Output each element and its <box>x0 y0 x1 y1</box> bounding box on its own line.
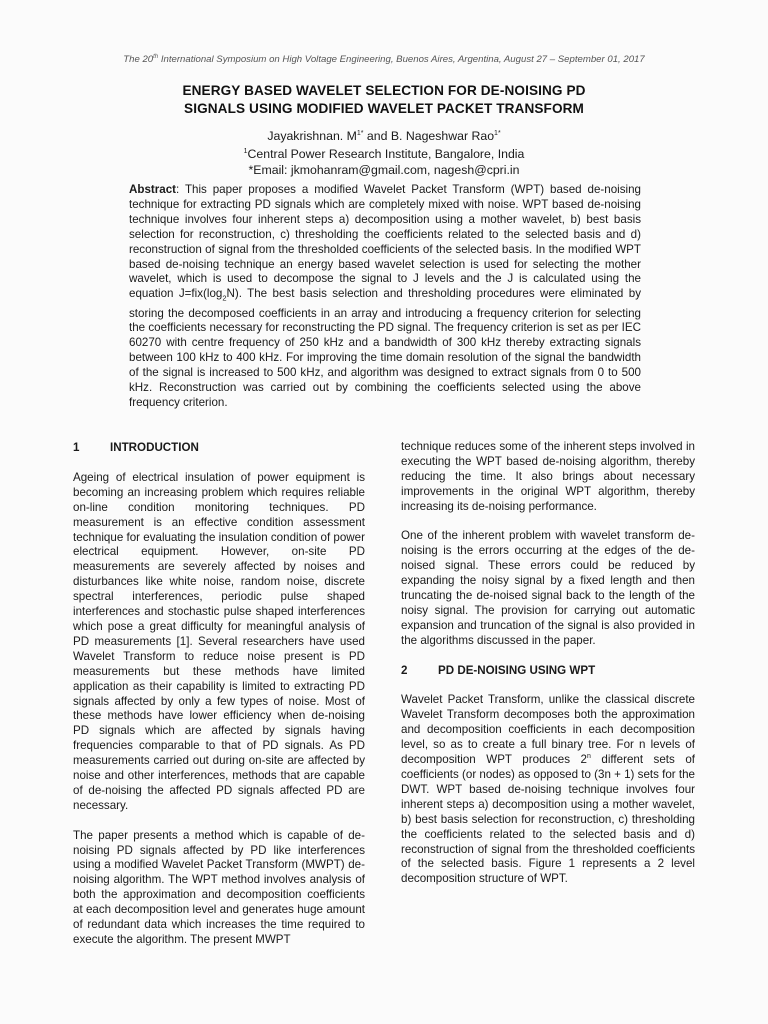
conference-ordinal-sup: th <box>153 54 159 60</box>
intro-paragraph-3: technique reduces some of the inherent steps involved in executing the WPT based de-noising algorithm, thereby reducing the time. It also brings about necessary improvements in the original WPT algorithm, thereby increasing its de-noising performance. <box>401 440 695 513</box>
left-column <box>73 441 365 948</box>
abstract-label: Abstract <box>129 183 177 196</box>
author-2-sup: 1* <box>494 130 501 137</box>
affiliation-text: Central Power Research Institute, Bangalore, India <box>247 147 525 162</box>
title-line-1: ENERGY BASED WAVELET SELECTION FOR DE-NOISING PD <box>182 83 586 98</box>
author-names <box>60 126 708 144</box>
paper-title <box>60 82 708 117</box>
intro-paragraph-2: The paper presents a method which is capable of de-noising PD signals affected by PD like interferences using a modified Wavelet Packet Transform (MWPT) de-noising algorithm. The WPT method involves analysis of both the approximation and decomposition coefficients at each decomposition level and generates huge amount of redundant data which increases the time required to execute the algorithm. The present MWPT <box>73 828 365 946</box>
abstract-text-1: : This paper proposes a modified Wavelet Packet Transform (WPT) based de-noising technique for extracting PD signals which are completely mixed with noise. WPT based de-noising technique involves four inherent steps a) decomposition using a mother wavelet, b) best basis selection for reconstruction, c) thresholding the coefficients related to the selected basis and d) reconstruction of signal from the thresholded coefficients of the selected basis. In the modified WPT based de-noising technique an energy based wavelet selection is used for selecting the mother wavelet, which is used to decompose the signal to J levels and the J is calculated using the equation J=fix(log <box>129 183 641 301</box>
wpt-paragraph <box>401 693 695 887</box>
author-1: Jayakrishnan. M <box>267 129 357 144</box>
affiliation-sup: 1 <box>243 148 248 156</box>
conference-suffix: International Symposium on High Voltage Engineering, Buenos Aires, Argentina, August 27 – September 01, 2017 <box>158 54 645 66</box>
title-line-2: SIGNALS USING MODIFIED WAVELET PACKET TRANSFORM <box>184 100 584 116</box>
abstract <box>129 183 641 411</box>
conference-prefix: The 20 <box>123 54 154 66</box>
section-title: PD DE-NOISING USING WPT <box>438 663 596 677</box>
abstract-sub: 2 <box>222 293 227 303</box>
intro-paragraph-4: One of the inherent problem with wavelet transform de-noising is the errors occurring at the edges of the de-noised signal. These errors could be reduced by expanding the noisy signal by a fixed length and then truncating the de-noised signal back to the length of the noisy signal. The provision for carrying out automatic expansion and truncation of the signal is also provided in the algorithms discussed in the paper. <box>401 529 695 647</box>
wpt-text-2: different sets of coefficients (or nodes) as opposed to (3n + 1) sets for the DWT. WPT based de-noising technique involves four inherent steps a) decomposition using a mother wavelet, b) best basis selection for reconstruction, c) thresholding the coefficients related to the selected basis and d) reconstruction of signal from the thresholded coefficients of the selected basis. Figure 1 represents a 2 level decomposition structure of WPT. <box>401 753 695 886</box>
section-heading-introduction <box>73 441 365 456</box>
section-number: 2 <box>401 663 408 677</box>
author-1-sup: 1* <box>356 130 364 137</box>
affiliation <box>60 144 708 162</box>
right-column <box>401 440 695 887</box>
section-heading-pd-denoising <box>401 664 695 679</box>
wpt-text-1: Wavelet Packet Transform, unlike the classical discrete Wavelet Transform decomposes both the approximation and decomposition coefficients in each decomposition level, so as to create a full binary tree. For n levels of decomposition WPT produces 2 <box>401 693 695 767</box>
conference-header <box>0 54 768 65</box>
section-title: INTRODUCTION <box>110 441 199 454</box>
section-number: 1 <box>73 441 80 454</box>
wpt-sup: n <box>586 753 591 761</box>
author-email: *Email: jkmohanram@gmail.com, nagesh@cpri.in <box>248 163 520 178</box>
author-block <box>60 126 708 178</box>
abstract-text-2: N). The best basis selection and thresholding procedures were eliminated by storing the decomposed coefficients in an array and introducing a frequency criterion for selecting the coefficients necessary for reconstructing the PD signal. The frequency criterion is set as per IEC 60270 with centre frequency of 250 kHz and a bandwidth of 300 kHz thereby extracting signals between 100 kHz to 400 kHz. For improving the time domain resolution of the signal the bandwidth of the signal is increased to 500 kHz, and algorithm was designed to extract signals from 0 to 500 kHz. Reconstruction was carried out by combining the coefficients selected using the above frequency criterion. <box>129 287 641 409</box>
author-2: and B. Nageshwar Rao <box>363 129 495 144</box>
intro-paragraph-1: Ageing of electrical insulation of power equipment is becoming an increasing problem which requires reliable on-line condition monitoring techniques. PD measurement is an effective condition assessment technique for evaluating the insulation condition of power electrical equipment. However, on-site PD measurements are severely affected by noises and disturbances like white noise, random noise, discrete spectral interferences, periodic pulse shaped interferences and stochastic pulse shaped interferences which pose a great difficulty for meaningful analysis of PD measurements [1]. Several researchers have used Wavelet Transform to reduce noise present is PD measurements but these methods have limited application as their capability is limited to extracting PD signals affected by only a few types of noise. Most of these methods have lower efficiency when de-noising PD signals which are affected by signals having frequencies comparable to that of PD signals. As PD measurements carried out during on-site are affected by noise and other interferences, methods that are capable of de-noising the affected PD signals affected PD are necessary. <box>73 470 365 812</box>
